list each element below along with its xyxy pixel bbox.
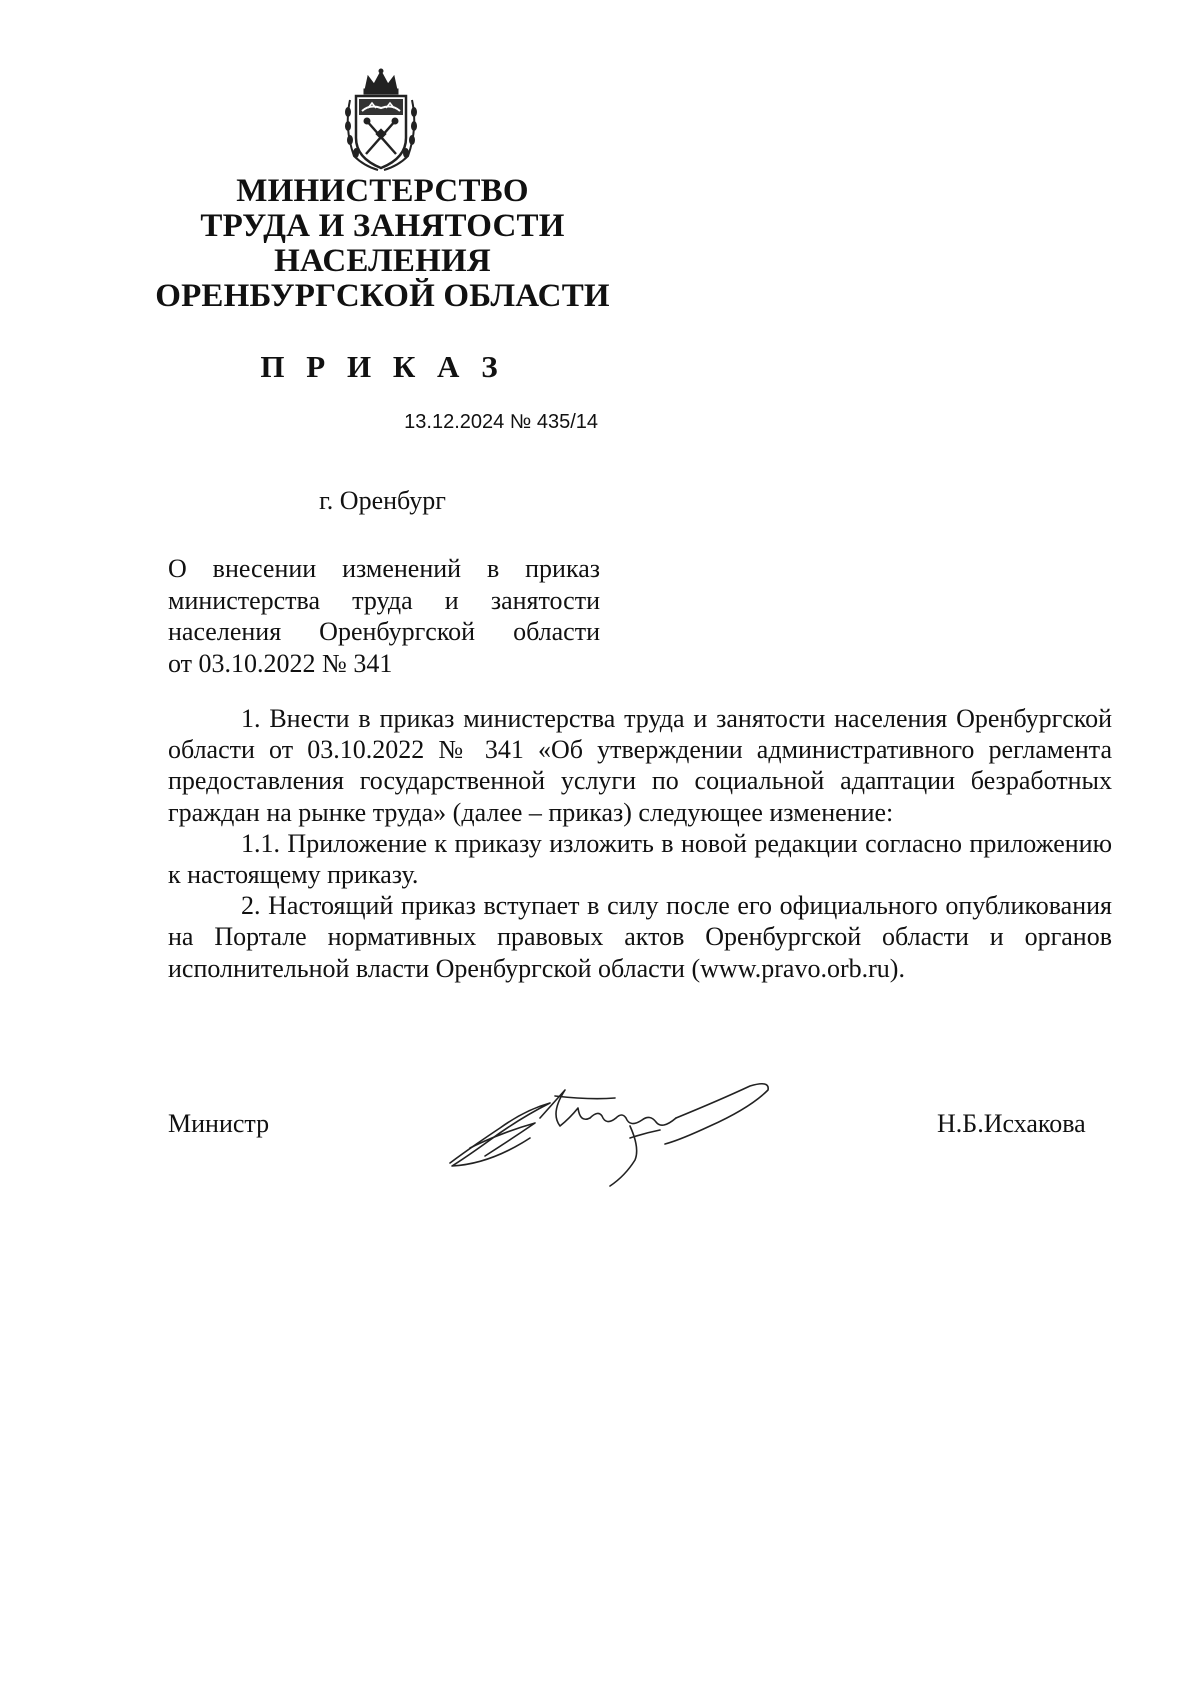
signatory-position: Министр [168,1109,270,1138]
ministry-name-line-3: НАСЕЛЕНИЯ [274,243,491,279]
subject-line: О внесении изменений в приказ [168,554,600,583]
city: г. Оренбург [319,486,446,515]
ministry-name-line-1: МИНИСТЕРСТВО [236,173,529,209]
order-date-number: 13.12.2024 № 435/14 [404,411,598,433]
body-paragraph-1: 1. Внести в приказ министерства труда и занятости населения Оренбургской области от 03.10.2022 № 341 «Об утверждении административного регламента предоставления государственной услуги по социальной адаптации безработных граждан на рынке труда» (далее – приказ) следующее изменение: [168,704,1112,827]
coat-of-arms-icon [340,68,422,172]
order-title: П Р И К А З [260,349,505,384]
signatory-name: Н.Б.Исхакова [937,1109,1086,1138]
order-body [168,703,1112,984]
subject-line: населения Оренбургской области [168,617,600,646]
ministry-name-line-4: ОРЕНБУРГСКОЙ ОБЛАСТИ [155,278,610,314]
ministry-name-line-2: ТРУДА И ЗАНЯТОСТИ [200,208,565,244]
order-subject [168,553,600,679]
subject-line: от 03.10.2022 № 341 [168,648,393,678]
handwritten-signature-icon [430,1078,810,1188]
subject-line: министерства труда и занятости [168,585,600,615]
body-paragraph-2: 2. Настоящий приказ вступает в силу после его официального опубликования на Портале нормативных правовых актов Оренбургской области и органов исполнительной власти Оренбургской области (www.pravo.orb.ru). [168,891,1112,983]
body-paragraph-1-1: 1.1. Приложение к приказу изложить в новой редакции согласно приложению к настоящему приказу. [168,828,1112,890]
